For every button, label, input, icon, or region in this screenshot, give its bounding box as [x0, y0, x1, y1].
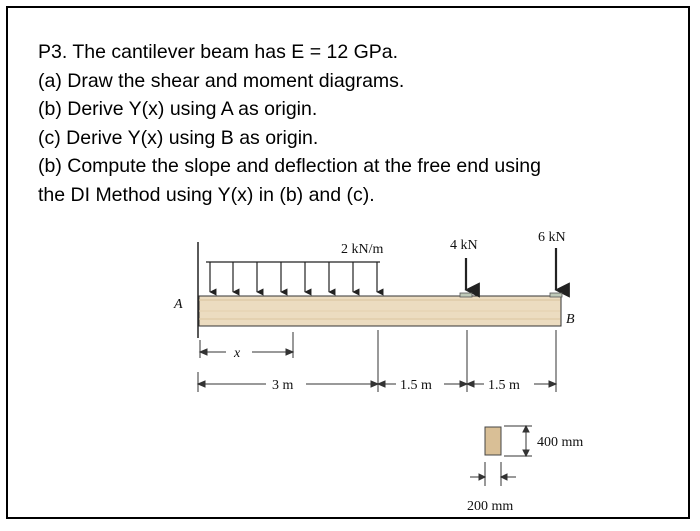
section-height-label: 400 mm — [537, 435, 584, 450]
dim-2-label: 1.5 m — [400, 378, 432, 393]
free-end-label: B — [566, 312, 575, 327]
dim-1-label: 3 m — [272, 378, 294, 393]
problem-line-5: (b) Compute the slope and deflection at the free end using — [38, 155, 541, 177]
problem-line-4: (c) Derive Y(x) using B as origin. — [38, 126, 319, 149]
x-dimension — [200, 332, 293, 358]
section-width-label: 200 mm — [467, 499, 514, 514]
problem-line-1: P3. The cantilever beam has E = 12 GPa. — [38, 41, 399, 63]
problem-line-2: (a) Draw the shear and moment diagrams. — [38, 69, 405, 92]
cross-section — [485, 427, 501, 455]
point-load-2-label: 6 kN — [538, 230, 566, 245]
x-label: x — [234, 346, 241, 361]
dim-3-label: 1.5 m — [488, 378, 520, 393]
support-label: A — [174, 297, 183, 312]
point-load-1-label: 4 kN — [450, 238, 478, 253]
distributed-load-arrows — [210, 262, 377, 292]
problem-line-3: (b) Derive Y(x) using A as origin. — [38, 98, 318, 120]
problem-line-6: the DI Method using Y(x) in (b) and (c). — [38, 183, 375, 206]
distributed-load-label: 2 kN/m — [341, 242, 384, 257]
